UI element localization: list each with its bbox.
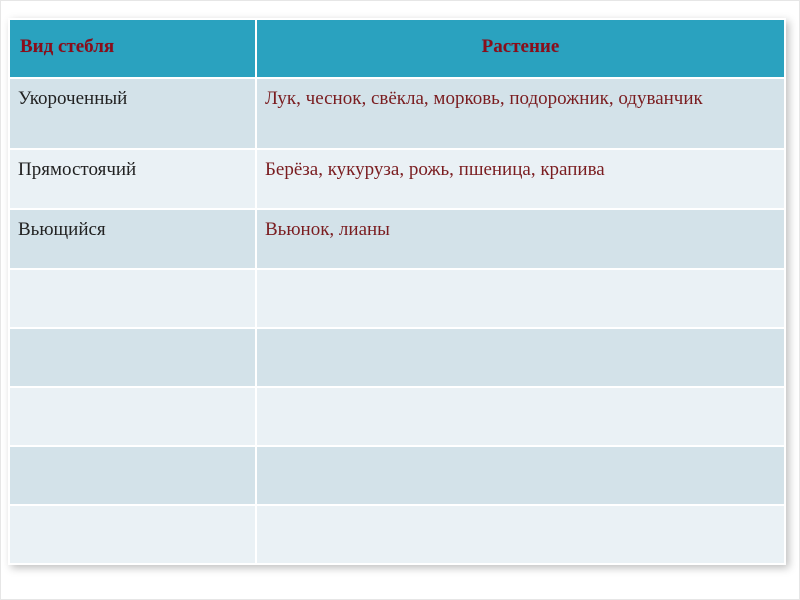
stem-type-cell (9, 269, 256, 328)
stem-type-cell: Прямостоячий (9, 149, 256, 209)
plant-cell: Лук, чеснок, свёкла, морковь, подорожник, одуванчик (256, 78, 785, 149)
table-row (9, 269, 785, 328)
plant-cell: Вьюнок, лианы (256, 209, 785, 269)
table-row (9, 505, 785, 564)
table-row (9, 387, 785, 446)
plant-cell (256, 387, 785, 446)
table-header-row (9, 19, 785, 78)
table-row (9, 78, 785, 149)
plant-cell (256, 328, 785, 387)
stem-type-cell (9, 387, 256, 446)
plant-cell (256, 446, 785, 505)
header-plant: Растение (256, 19, 785, 78)
stem-type-cell: Вьющийся (9, 209, 256, 269)
header-stem-type: Вид стебля (9, 19, 256, 78)
stem-type-cell (9, 446, 256, 505)
table-row (9, 149, 785, 209)
stem-type-cell (9, 328, 256, 387)
plant-cell: Берёза, кукуруза, рожь, пшеница, крапива (256, 149, 785, 209)
table-row (9, 446, 785, 505)
stem-type-cell: Укороченный (9, 78, 256, 149)
stem-types-table (8, 18, 786, 565)
plant-cell (256, 505, 785, 564)
table-row (9, 209, 785, 269)
stem-type-cell (9, 505, 256, 564)
plant-cell (256, 269, 785, 328)
table-row (9, 328, 785, 387)
